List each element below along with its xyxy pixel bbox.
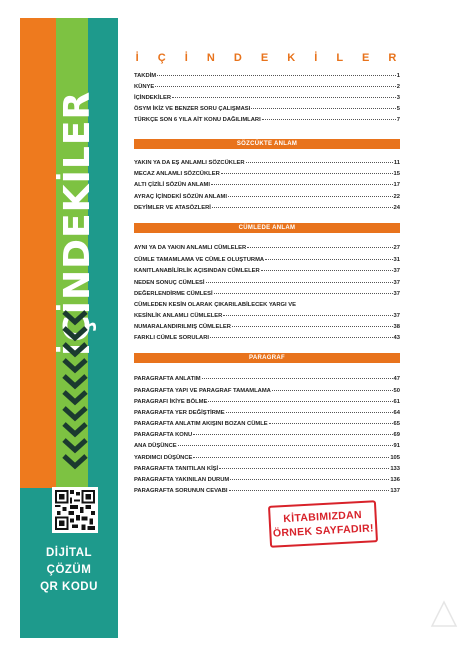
toc-entry[interactable]: YARDIMCI DÜŞÜNCE 105 bbox=[134, 455, 400, 461]
toc-entry[interactable]: MECAZ ANLAMLI SÖZCÜKLER 15 bbox=[134, 171, 400, 177]
qr-code-icon[interactable] bbox=[52, 487, 98, 533]
toc-entry[interactable]: KESİNLİK ANLAMLI CÜMLELER 37 bbox=[134, 313, 400, 319]
page-title: İ Ç İ N D E K İ L E R bbox=[135, 52, 405, 64]
toc-entry[interactable]: KANITLANABİLİRLİK AÇISINDAN CÜMLELER 37 bbox=[134, 268, 400, 274]
toc-entry[interactable]: DEYİMLER VE ATASÖZLERİ 24 bbox=[134, 205, 400, 211]
toc-entry[interactable]: NUMARALANDIRILMIŞ CÜMLELER 38 bbox=[134, 324, 400, 330]
toc-entry[interactable]: KÜNYE 2 bbox=[134, 84, 400, 90]
sample-page-stamp bbox=[268, 500, 378, 548]
toc-entry[interactable]: AYNI YA DA YAKIN ANLAMLI CÜMLELER 27 bbox=[134, 245, 400, 251]
toc-entry[interactable]: TÜRKÇE SON 6 YILA AİT KONU DAĞILIMLARI 7 bbox=[134, 117, 400, 123]
qr-label-line2: ÇÖZÜM bbox=[46, 564, 92, 576]
toc-entry[interactable]: ALTI ÇİZİLİ SÖZÜN ANLAMI 17 bbox=[134, 182, 400, 188]
toc-entry[interactable]: AYRAÇ İÇİNDEKİ SÖZÜN ANLAMI 22 bbox=[134, 194, 400, 200]
toc-entry[interactable]: PARAGRAFTA YAKINILAN DURUM 136 bbox=[134, 477, 400, 483]
toc-entry[interactable]: PARAGRAFTA TANITILAN KİŞİ 133 bbox=[134, 466, 400, 472]
toc-entry[interactable]: PARAGRAFTA ANLATIM AKIŞINI BOZAN CÜMLE 65 bbox=[134, 421, 400, 427]
toc-entry[interactable]: PARAGRAFTA YER DEĞİŞTİRME 64 bbox=[134, 410, 400, 416]
toc-entry[interactable]: CÜMLEDEN KESİN OLARAK ÇIKARILABİLECEK YARGI VE bbox=[134, 302, 297, 308]
toc-entry[interactable]: DEĞERLENDİRME CÜMLESİ 37 bbox=[134, 291, 400, 297]
qr-label-line3: QR KODU bbox=[40, 581, 98, 593]
vertical-title-text: İÇİNDEKİLER bbox=[57, 90, 99, 356]
toc-entry[interactable]: ÖSYM İKİZ VE BENZER SORU ÇALIŞMASI 5 bbox=[134, 106, 400, 112]
toc-entry[interactable]: ANA DÜŞÜNCE 91 bbox=[134, 443, 400, 449]
toc-entry[interactable]: PARAGRAFTA YAPI VE PARAGRAF TAMAMLAMA 50 bbox=[134, 388, 400, 394]
toc-entry[interactable]: PARAGRAFTA KONU 69 bbox=[134, 432, 400, 438]
toc-entry[interactable]: NEDEN SONUÇ CÜMLESİ 37 bbox=[134, 280, 400, 286]
toc-entry[interactable]: CÜMLE TAMAMLAMA VE CÜMLE OLUŞTURMA 31 bbox=[134, 257, 400, 263]
toc-entry[interactable]: FARKLI CÜMLE SORULARI 43 bbox=[134, 335, 400, 341]
toc-entry[interactable]: YAKIN YA DA EŞ ANLAMLI SÖZCÜKLER 11 bbox=[134, 160, 400, 166]
toc-entry[interactable]: PARAGRAFTA SORUNUN CEVABI 137 bbox=[134, 488, 400, 494]
section-heading: SÖZCÜKTE ANLAM bbox=[134, 139, 400, 149]
section-heading: PARAGRAF bbox=[134, 353, 400, 363]
section-heading: CÜMLEDE ANLAM bbox=[134, 223, 400, 233]
stamp-line2: ÖRNEK SAYFADIR! bbox=[272, 522, 375, 540]
chevron-icon bbox=[62, 452, 88, 472]
sidebar-band bbox=[20, 18, 118, 638]
chevron-stack bbox=[60, 308, 90, 478]
qr-label-line1: DİJİTAL bbox=[45, 547, 93, 559]
toc-entry[interactable]: İÇİNDEKİLER 3 bbox=[134, 95, 400, 101]
toc-entry[interactable]: PARAGRAFI İKİYE BÖLME 61 bbox=[134, 399, 400, 405]
stamp-line1: KİTABIMIZDAN bbox=[283, 508, 363, 526]
toc-entry[interactable]: TAKDİM 1 bbox=[134, 73, 400, 79]
toc-entry[interactable]: PARAGRAFTA ANLATIM 47 bbox=[134, 376, 400, 382]
corner-ornament-icon bbox=[430, 600, 458, 628]
